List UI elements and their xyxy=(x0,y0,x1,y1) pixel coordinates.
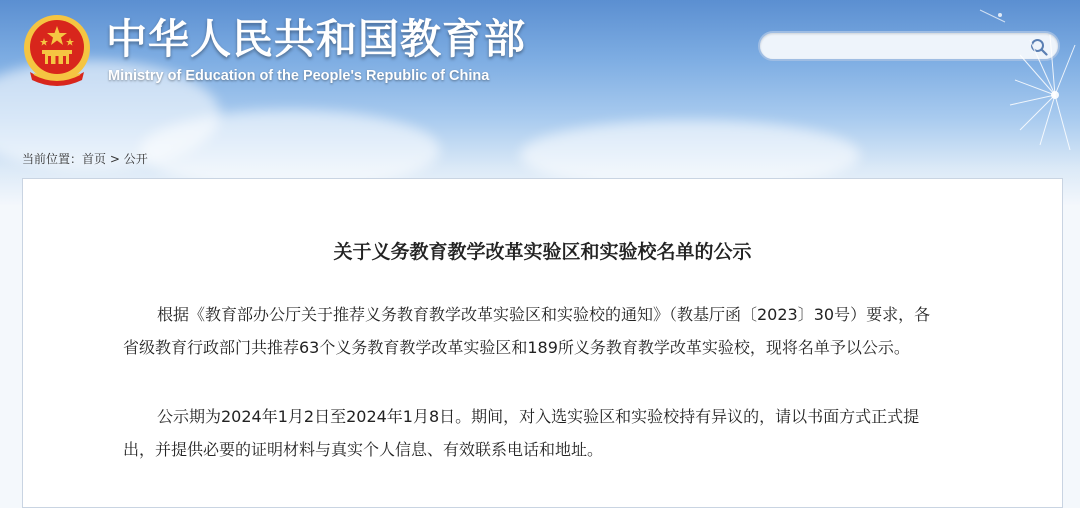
breadcrumb-home-link[interactable]: 首页 xyxy=(82,152,107,166)
breadcrumb-current-link[interactable]: 公开 xyxy=(123,152,148,166)
article-title: 关于义务教育教学改革实验区和实验校名单的公示 xyxy=(333,241,752,263)
site-title[interactable]: 中华人民共和国教育部 xyxy=(106,15,526,63)
dandelion-decoration xyxy=(960,0,1080,180)
article-paragraph-1: 根据《教育部办公厅关于推荐义务教育教学改革实验区和实验校的通知》（教基厅函〔2023〕30号）要求，各省级教育行政部门共推荐63个义务教育教学改革实验区和189所义务教育教学改革实验校，现将名单予以公示。 xyxy=(123,305,931,357)
article-panel xyxy=(22,178,1063,508)
site-header xyxy=(0,0,1080,205)
site-subtitle: Ministry of Education of the People's Republic of China xyxy=(108,68,490,84)
national-emblem-icon[interactable] xyxy=(22,12,92,90)
article-paragraph-2: 公示期为2024年1月2日至2024年1月8日。期间，对入选实验区和实验校持有异议的，请以书面方式正式提出，并提供必要的证明材料与真实个人信息、有效联系电话和地址。 xyxy=(123,407,920,459)
breadcrumb-prefix: 当前位置： xyxy=(22,152,83,166)
breadcrumb xyxy=(22,150,148,167)
breadcrumb-separator: > xyxy=(109,152,120,166)
